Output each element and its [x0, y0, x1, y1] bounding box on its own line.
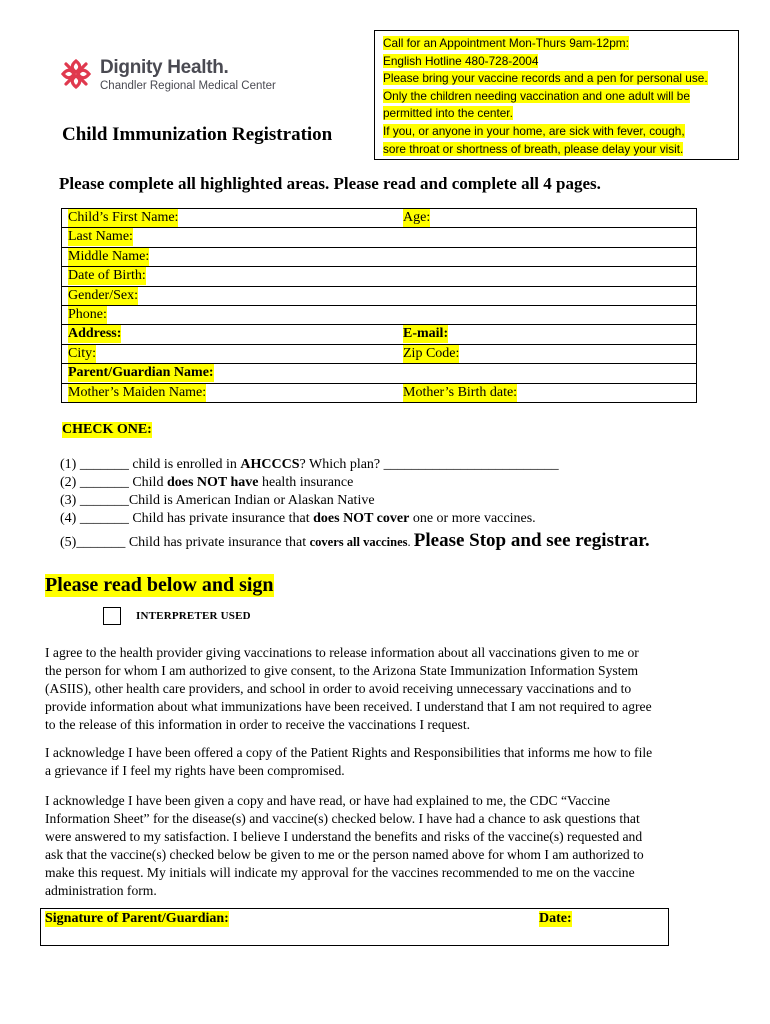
- paragraph-line: provide information about what immunizations have been received. I understand that I am not required to agree: [45, 699, 652, 715]
- callout-line: sore throat or shortness of breath, please delay your visit.: [383, 141, 684, 156]
- paragraph-line: to the release of this information in order to receive the vaccinations I request.: [45, 717, 471, 733]
- consent-paragraph-rights: [45, 744, 735, 780]
- paragraph-line: I acknowledge I have been offered a copy of the Patient Rights and Responsibilities that informs me how to file: [45, 745, 653, 760]
- option-emphasis: does NOT have: [166, 475, 259, 490]
- city-label: City:: [68, 345, 97, 361]
- last-name-label: Last Name:: [68, 229, 133, 245]
- callout-line: Only the children needing vaccination and one adult will be: [383, 88, 690, 103]
- option-emphasis: AHCCCS: [240, 457, 300, 472]
- address-label: Address:: [68, 326, 122, 342]
- paragraph-line: were answered to my satisfaction. I believe I understand the benefits and risks of the vaccine(s) requested and: [45, 829, 643, 845]
- option-text: one or more vaccines.: [409, 511, 536, 526]
- callout-line: If you, or anyone in your home, are sick with fever, cough,: [383, 123, 685, 138]
- option-american-indian[interactable]: [60, 492, 650, 510]
- page-title: Child Immunization Registration: [62, 124, 333, 145]
- option-text: health insurance: [258, 475, 354, 490]
- zip-label: Zip Code:: [403, 345, 460, 361]
- option-no-insurance[interactable]: [60, 474, 650, 492]
- paragraph-line: the person for whom I am authorized to give consent, to the Arizona State Immunization Information System: [45, 663, 639, 679]
- logo-name: Dignity Health.: [100, 57, 229, 78]
- dob-label: Date of Birth:: [68, 268, 146, 284]
- option-number: (2) _______: [60, 475, 133, 490]
- form-row-city[interactable]: [62, 345, 696, 364]
- paragraph-line: (ASIIS), other health care providers, and school in order to avoid receiving unnecessary vaccinations and to: [45, 681, 632, 697]
- option-text: .: [407, 535, 414, 549]
- appointment-callout: [374, 30, 739, 160]
- callout-line: permitted into the center.: [383, 106, 513, 121]
- form-row-dob[interactable]: [62, 267, 696, 286]
- form-row-gender[interactable]: [62, 287, 696, 306]
- logo-subtitle: Chandler Regional Medical Center: [100, 80, 276, 92]
- check-one-heading: CHECK ONE:: [62, 422, 152, 437]
- option-emphasis: covers all vaccines: [309, 535, 408, 549]
- instructions: Please complete all highlighted areas. Please read and complete all 4 pages.: [59, 174, 601, 193]
- dignity-health-emblem-icon: [58, 56, 94, 92]
- date-label: Date:: [539, 911, 572, 926]
- interpreter-label: INTERPRETER USED: [136, 610, 251, 622]
- form-row-first-name[interactable]: [62, 209, 696, 228]
- insurance-options: [60, 456, 650, 550]
- middle-name-label: Middle Name:: [68, 248, 150, 264]
- option-number: (3) _______: [60, 493, 129, 508]
- callout-line: English Hotline 480-728-2004: [383, 53, 539, 68]
- email-label: E-mail:: [403, 326, 449, 342]
- form-row-middle-name[interactable]: [62, 248, 696, 267]
- option-number: (1) _______: [60, 457, 133, 472]
- child-info-form: [61, 208, 697, 403]
- signature-label: Signature of Parent/Guardian:: [45, 911, 229, 926]
- paragraph-line: make this request. My initials will indicate my approval for the vaccines recommended to me on the vaccine: [45, 865, 635, 881]
- option-text: Child has private insurance that: [132, 511, 314, 526]
- gender-label: Gender/Sex:: [68, 287, 138, 303]
- option-private-full[interactable]: [60, 532, 650, 550]
- callout-line: Call for an Appointment Mon-Thurs 9am-12pm:: [383, 36, 629, 50]
- option-number: (5)_______: [60, 535, 129, 550]
- callout-line: Please bring your vaccine records and a pen for personal use.: [383, 71, 708, 86]
- paragraph-line: Information Sheet” for the disease(s) and vaccine(s) checked below. I have had a chance to ask questions that: [45, 811, 640, 827]
- consent-paragraph-asiis: [45, 644, 735, 734]
- option-private-partial[interactable]: [60, 510, 650, 528]
- form-row-parent-name[interactable]: [62, 364, 696, 383]
- section-title: Please read below and sign: [45, 574, 274, 596]
- first-name-label: Child’s First Name:: [68, 210, 179, 225]
- paragraph-line: I acknowledge I have been given a copy and have read, or have had explained to me, the CDC “Vaccine: [45, 793, 611, 808]
- form-row-maiden-name[interactable]: [62, 384, 696, 402]
- age-label: Age:: [403, 210, 431, 225]
- paragraph-line: administration form.: [45, 883, 157, 899]
- paragraph-line: a grievance if I feel my rights have been compromised.: [45, 763, 345, 779]
- phone-label: Phone:: [68, 306, 107, 322]
- dignity-health-logo: [58, 56, 278, 96]
- form-row-address[interactable]: [62, 325, 696, 344]
- consent-paragraph-cdc: [45, 792, 735, 901]
- option-ahcccs[interactable]: [60, 456, 650, 474]
- form-row-last-name[interactable]: [62, 228, 696, 247]
- form-row-phone[interactable]: [62, 306, 696, 325]
- option-text: Child has private insurance that: [128, 535, 310, 550]
- maiden-name-label: Mother’s Maiden Name:: [68, 384, 207, 400]
- stop-notice: Please Stop and see registrar.: [413, 530, 650, 551]
- signature-box[interactable]: [40, 908, 669, 946]
- option-text: ? Which plan? _________________________: [299, 457, 559, 472]
- paragraph-line: I agree to the health provider giving vaccinations to release information about all vaccinations given to me or: [45, 645, 639, 660]
- option-number: (4) _______: [60, 511, 133, 526]
- option-text: Child: [132, 475, 167, 490]
- option-emphasis: does NOT cover: [313, 511, 410, 526]
- option-text: Child is American Indian or Alaskan Native: [128, 493, 375, 508]
- option-text: child is enrolled in: [132, 457, 241, 472]
- mother-birth-date-label: Mother’s Birth date:: [403, 384, 518, 400]
- interpreter-checkbox[interactable]: [103, 607, 121, 625]
- parent-name-label: Parent/Guardian Name:: [68, 365, 214, 381]
- paragraph-line: ask that the vaccine(s) checked below be given to me or the person named above for whom I am authorized to: [45, 847, 644, 863]
